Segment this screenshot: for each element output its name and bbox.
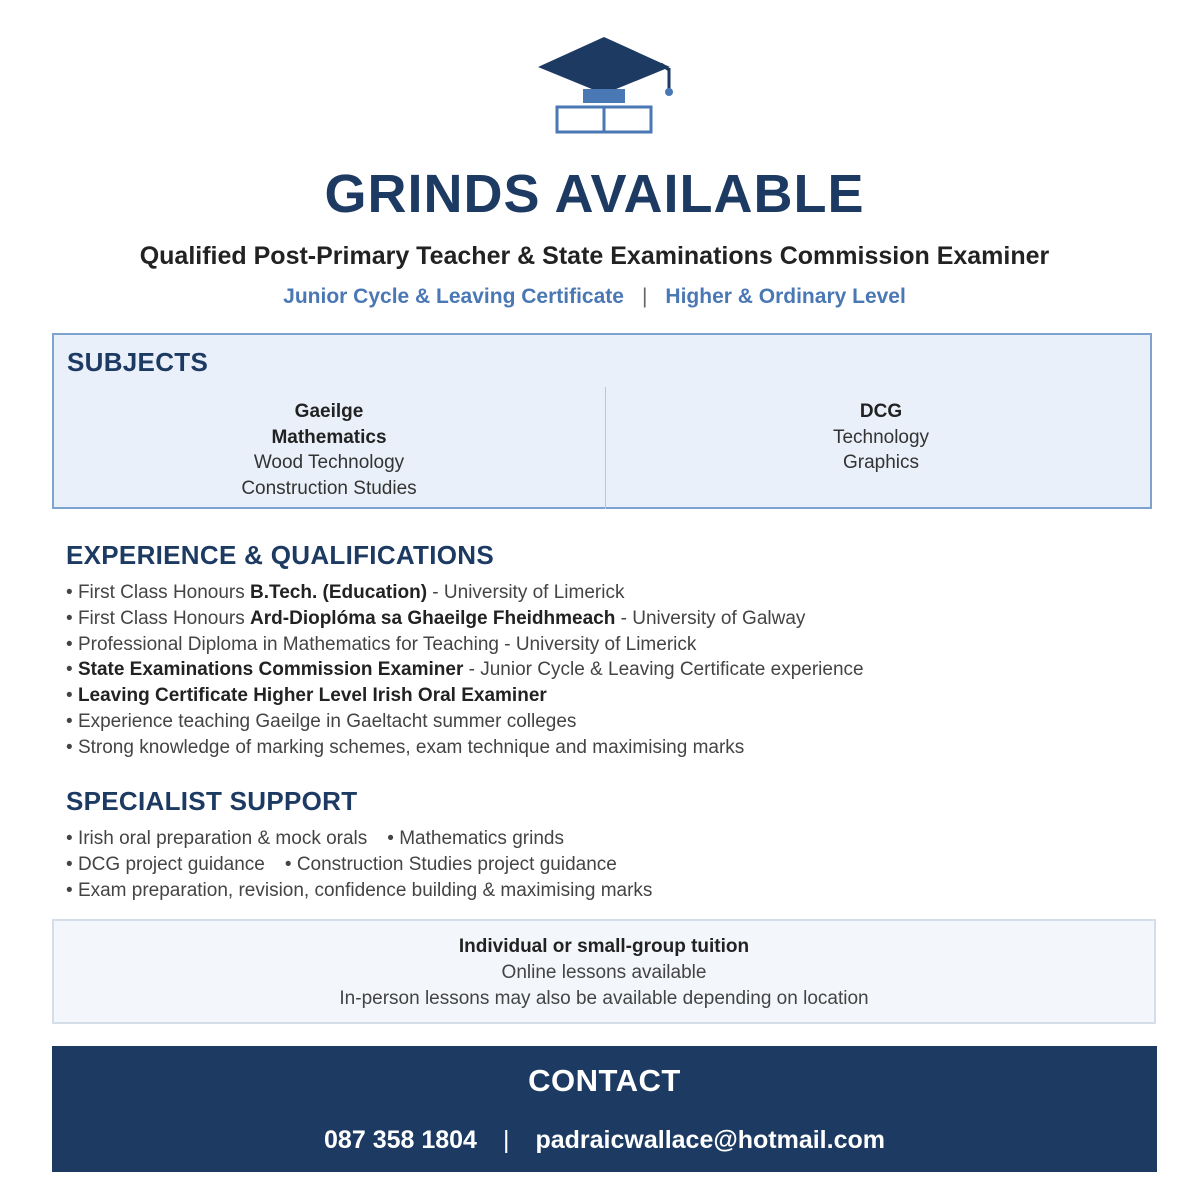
list-item: • Irish oral preparation & mock orals • Mathematics grinds [66,828,564,849]
list-item: • First Class Honours Ard-Dioplóma sa Ghaeilge Fheidhmeach - University of Galway [66,607,806,629]
subtitle: Qualified Post-Primary Teacher & State Examinations Commission Examiner [139,242,1050,270]
list-item: • Strong knowledge of marking schemes, exam technique and maximising marks [66,736,745,758]
contact-heading: CONTACT [528,1063,681,1098]
levels-left: Junior Cycle & Leaving Certificate [283,285,624,308]
subject-item: Technology [832,426,930,448]
phone-number[interactable]: 087 358 1804 [324,1126,477,1154]
subject-item: Gaeilge [294,401,364,422]
page-title: GRINDS AVAILABLE [324,164,865,224]
subject-item: Wood Technology [253,452,405,473]
subject-item: Mathematics [271,426,387,448]
tuition-box [52,919,1156,1024]
list-item: • First Class Honours B.Tech. (Education) - University of Limerick [66,582,625,603]
list-item: • Experience teaching Gaeilge in Gaeltacht summer colleges [66,710,577,732]
list-item: • DCG project guidance • Construction Studies project guidance [66,853,617,875]
email-address[interactable]: padraicwallace@hotmail.com [535,1126,885,1154]
levels-line [0,283,1189,311]
graduation-cap-icon [535,34,677,138]
list-item: • Professional Diploma in Mathematics for Teaching - University of Limerick [66,633,697,655]
subjects-heading: SUBJECTS [67,347,209,377]
levels-right: Higher & Ordinary Level [665,285,906,308]
subject-item: DCG [859,401,903,422]
contact-details [52,1126,1157,1155]
tuition-line: Individual or small-group tuition [458,936,750,957]
subjects-box [52,333,1152,509]
list-item: • Exam preparation, revision, confidence building & maximising marks [66,879,653,901]
subject-item: Graphics [842,452,920,473]
subject-item: Construction Studies [241,477,417,499]
subjects-right-column [606,399,1156,476]
levels-separator: | [641,285,648,308]
experience-heading: EXPERIENCE & QUALIFICATIONS [66,540,494,570]
list-item: • State Examinations Commission Examiner - Junior Cycle & Leaving Certificate experience [66,659,864,681]
specialist-heading: SPECIALIST SUPPORT [66,786,358,816]
experience-list [66,580,1146,761]
tuition-line: Online lessons available [501,961,707,983]
tuition-line: In-person lessons may also be available depending on location [339,987,869,1009]
contact-banner [52,1046,1157,1172]
contact-separator: | [502,1126,510,1154]
list-item: • Leaving Certificate Higher Level Irish Oral Examiner [66,685,547,707]
subjects-left-column [54,399,604,501]
specialist-list [66,826,1146,903]
